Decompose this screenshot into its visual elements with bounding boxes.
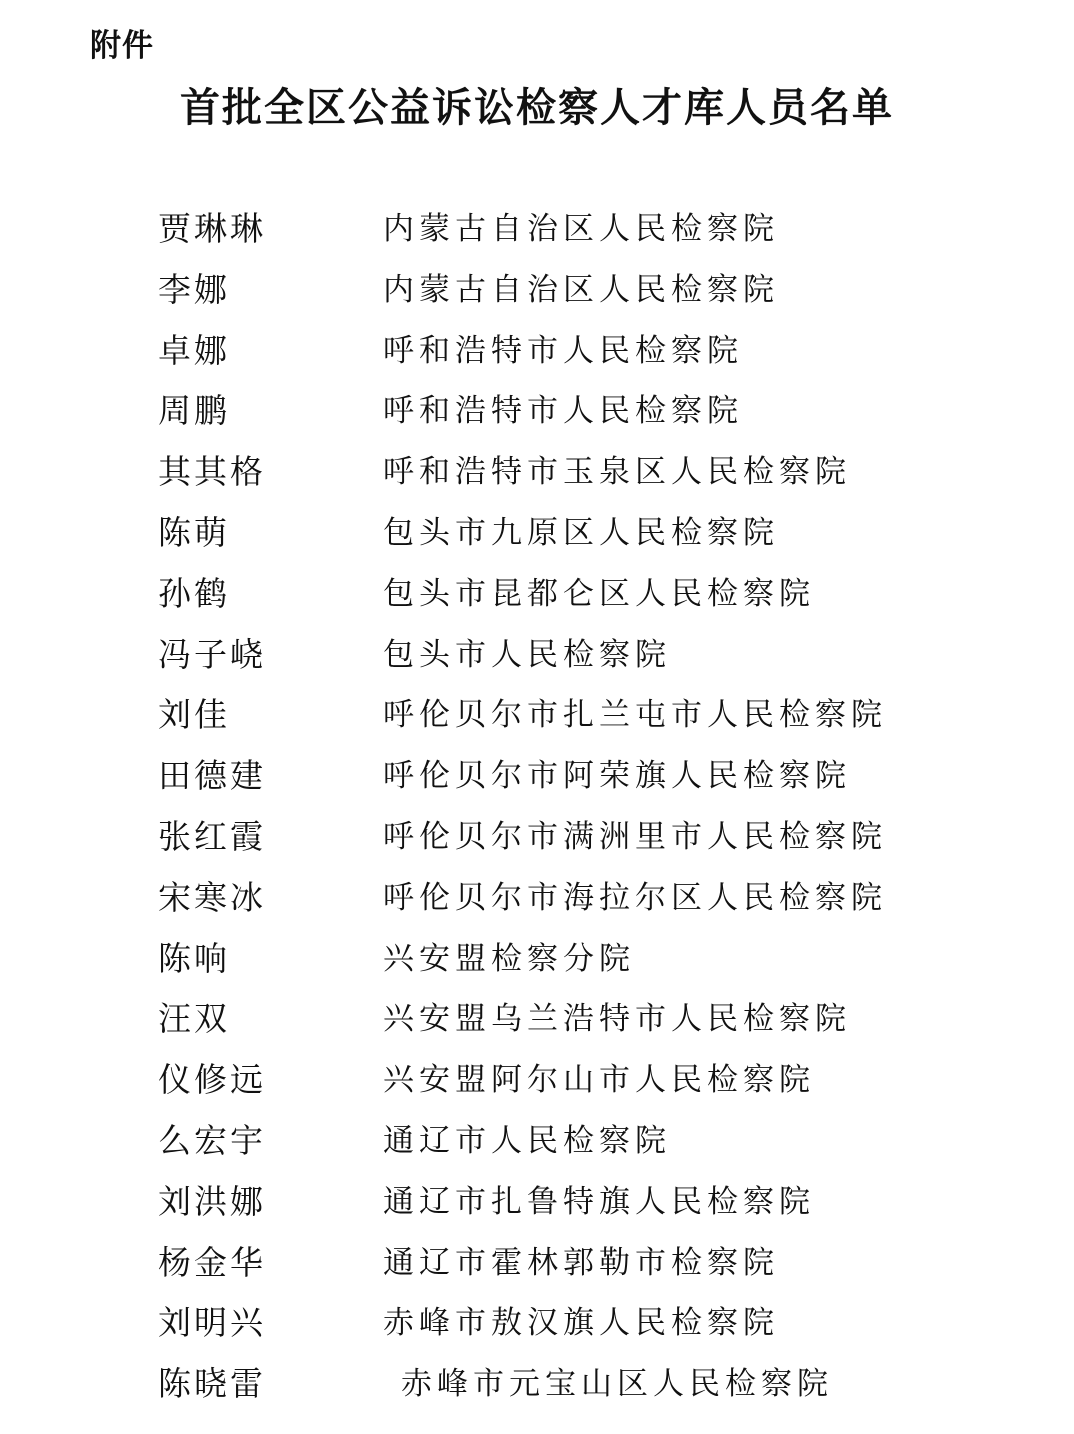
unit-name: 包头市昆都仑区人民检察院: [383, 575, 815, 612]
unit-name: 包头市九原区人民检察院: [383, 514, 779, 551]
unit-name: 赤峰市元宝山区人民检察院: [401, 1366, 833, 1403]
list-item: [0, 1174, 1074, 1235]
unit-name: 呼伦贝尔市满洲里市人民检察院: [383, 818, 887, 855]
person-name: 其其格: [158, 452, 266, 492]
attachment-label: 附件: [90, 28, 154, 64]
unit-name: 呼伦贝尔市海拉尔区人民检察院: [383, 879, 887, 916]
list-item: [0, 201, 1074, 262]
person-name: 田德建: [158, 756, 266, 796]
unit-name: 赤峰市敖汉旗人民检察院: [383, 1305, 779, 1342]
list-item: [0, 383, 1074, 444]
unit-name: 内蒙古自治区人民检察院: [383, 271, 779, 308]
unit-name: 通辽市扎鲁特旗人民检察院: [383, 1183, 815, 1220]
person-name: 张红霞: [158, 816, 266, 856]
unit-name: 通辽市人民检察院: [383, 1122, 671, 1159]
list-item: [0, 687, 1074, 748]
person-name: 陈萌: [158, 512, 230, 552]
list-item: [0, 809, 1074, 870]
list-item: [0, 1295, 1074, 1356]
person-name: 刘佳: [158, 695, 230, 735]
document-title: 首批全区公益诉讼检察人才库人员名单: [180, 85, 894, 131]
list-item: [0, 931, 1074, 992]
person-name: 么宏宇: [158, 1120, 266, 1160]
list-item: [0, 1052, 1074, 1113]
unit-name: 呼和浩特市人民检察院: [383, 393, 743, 430]
person-name: 刘明兴: [158, 1303, 266, 1343]
list-item: [0, 748, 1074, 809]
unit-name: 呼和浩特市人民检察院: [383, 332, 743, 369]
person-name: 周鹏: [158, 391, 230, 431]
list-item: [0, 323, 1074, 384]
unit-name: 兴安盟乌兰浩特市人民检察院: [383, 1001, 851, 1038]
unit-name: 兴安盟检察分院: [383, 940, 635, 977]
person-name: 仪修远: [158, 1060, 266, 1100]
list-item: [0, 1356, 1074, 1417]
roster-list: [0, 201, 1074, 1417]
list-item: [0, 627, 1074, 688]
list-item: [0, 262, 1074, 323]
unit-name: 呼伦贝尔市扎兰屯市人民检察院: [383, 697, 887, 734]
person-name: 冯子峣: [158, 634, 266, 674]
unit-name: 兴安盟阿尔山市人民检察院: [383, 1062, 815, 1099]
unit-name: 包头市人民检察院: [383, 636, 671, 673]
list-item: [0, 991, 1074, 1052]
unit-name: 通辽市霍林郭勒市检察院: [383, 1244, 779, 1281]
person-name: 李娜: [158, 269, 230, 309]
list-item: [0, 444, 1074, 505]
person-name: 宋寒冰: [158, 877, 266, 917]
unit-name: 呼伦贝尔市阿荣旗人民检察院: [383, 758, 851, 795]
list-item: [0, 1235, 1074, 1296]
person-name: 贾琳琳: [158, 209, 266, 248]
person-name: 孙鹤: [158, 573, 230, 613]
person-name: 卓娜: [158, 330, 230, 370]
person-name: 刘洪娜: [158, 1181, 266, 1221]
unit-name: 呼和浩特市玉泉区人民检察院: [383, 454, 851, 491]
person-name: 汪双: [158, 999, 230, 1039]
person-name: 杨金华: [158, 1242, 266, 1282]
list-item: [0, 1113, 1074, 1174]
list-item: [0, 566, 1074, 627]
person-name: 陈晓雷: [158, 1364, 266, 1404]
person-name: 陈响: [158, 938, 230, 978]
unit-name: 内蒙古自治区人民检察院: [383, 211, 779, 247]
list-item: [0, 870, 1074, 931]
list-item: [0, 505, 1074, 566]
